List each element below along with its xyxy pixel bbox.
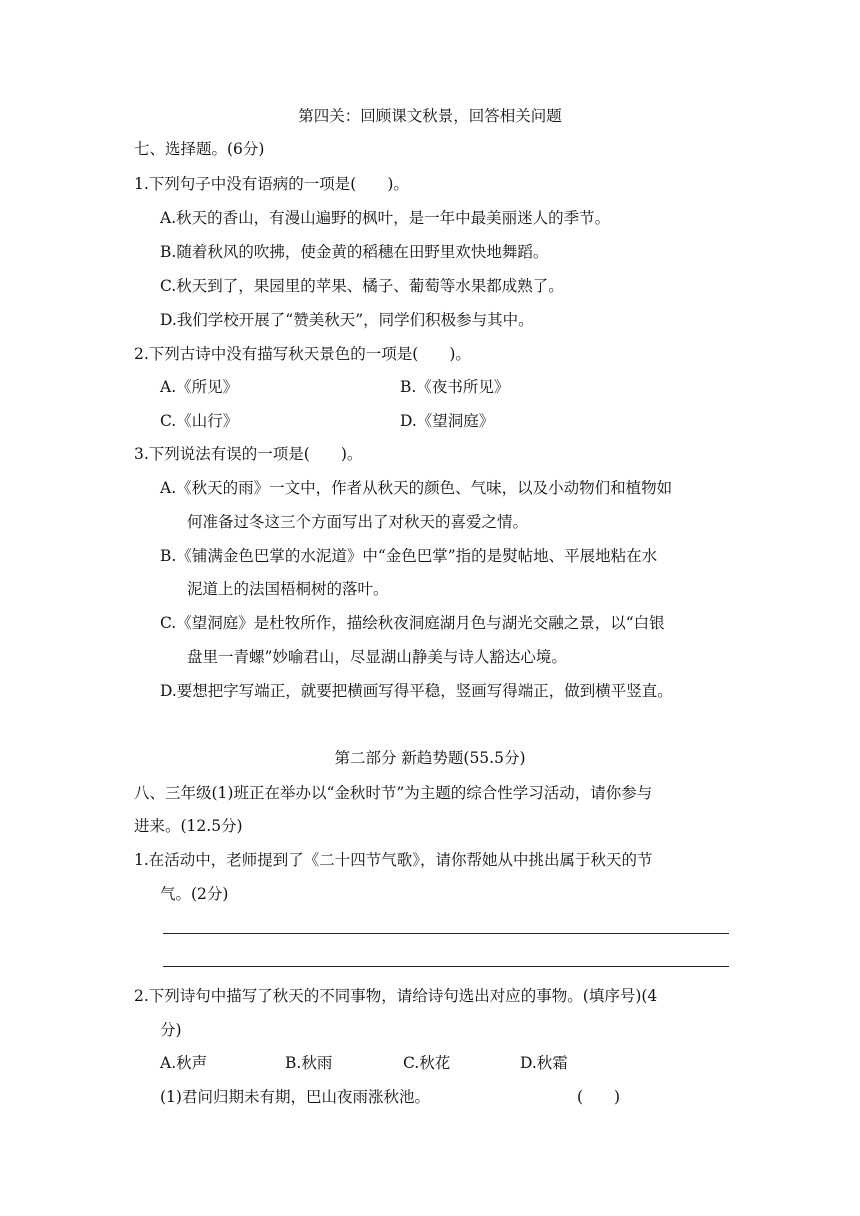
q2-stem: 2.下列古诗中没有描写秋天景色的一项是( )。 [134, 345, 471, 363]
q2-option-a: A.《所见》 [160, 378, 239, 396]
answer-line-1[interactable] [163, 933, 729, 934]
section-heading-8-line1: 八、三年级(1)班正在举办以“金秋时节”为主题的综合性学习活动，请你参与 [134, 784, 653, 802]
q1-stem: 1.下列句子中没有语病的一项是( )。 [134, 175, 409, 193]
q1-option-d: D.我们学校开展了“赞美秋天”，同学们积极参与其中。 [160, 311, 534, 329]
p2-q2-option-c: C.秋花 [403, 1054, 451, 1072]
q2-option-b: B.《夜书所见》 [400, 378, 510, 396]
q3-stem: 3.下列说法有误的一项是( )。 [134, 445, 363, 463]
section-heading-8-line2: 进来。(12.5分) [134, 817, 243, 835]
q2-option-c: C.《山行》 [160, 412, 239, 430]
p2-q2-option-b: B.秋雨 [285, 1054, 333, 1072]
q3-option-b-line2: 泥道上的法国梧桐树的落叶。 [187, 580, 389, 598]
q3-option-c-line2: 盘里一青螺”妙喻君山，尽显湖山静美与诗人豁达心境。 [187, 648, 567, 666]
section4-title: 第四关：回顾课文秋景，回答相关问题 [298, 107, 562, 125]
p2-q2-option-a: A.秋声 [160, 1054, 208, 1072]
q3-option-c-line1: C.《望洞庭》是杜牧所作，描绘秋夜洞庭湖月色与湖光交融之景，以“白银 [160, 614, 665, 632]
q1-option-c: C.秋天到了，果园里的苹果、橘子、葡萄等水果都成熟了。 [160, 277, 564, 295]
q1-option-b: B.随着秋风的吹拂，使金黄的稻穗在田野里欢快地舞蹈。 [160, 243, 549, 261]
q2-option-d: D.《望洞庭》 [400, 412, 495, 430]
answer-line-2[interactable] [163, 966, 729, 967]
p2-q2-line1: 2.下列诗句中描写了秋天的不同事物，请给诗句选出对应的事物。(填序号)(4 [134, 987, 658, 1005]
p2-q2-item1-answer-blank[interactable]: ( ) [577, 1088, 621, 1106]
p2-q2-item1: (1)君问归期未有期，巴山夜雨涨秋池。 [160, 1088, 430, 1106]
q3-option-d: D.要想把字写端正，就要把横画写得平稳，竖画写得端正，做到横平竖直。 [160, 682, 673, 700]
p2-q2-line2: 分) [160, 1021, 182, 1039]
q1-option-a: A.秋天的香山，有漫山遍野的枫叶，是一年中最美丽迷人的季节。 [160, 209, 611, 227]
q3-option-a-line1: A.《秋天的雨》一文中，作者从秋天的颜色、气味，以及小动物们和植物如 [160, 479, 673, 497]
p2-q1-line1: 1.在活动中，老师提到了《二十四节气歌》，请你帮她从中挑出属于秋天的节 [134, 851, 653, 869]
p2-q2-option-d: D.秋霜 [520, 1054, 568, 1072]
part2-title: 第二部分 新趋势题(55.5分) [334, 749, 526, 767]
q3-option-a-line2: 何准备过冬这三个方面写出了对秋天的喜爱之情。 [187, 513, 529, 531]
q3-option-b-line1: B.《铺满金色巴掌的水泥道》中“金色巴掌”指的是熨帖地、平展地粘在水 [160, 547, 658, 565]
p2-q1-line2: 气。(2分) [160, 885, 229, 903]
section-heading-7: 七、选择题。(6分) [134, 140, 265, 158]
